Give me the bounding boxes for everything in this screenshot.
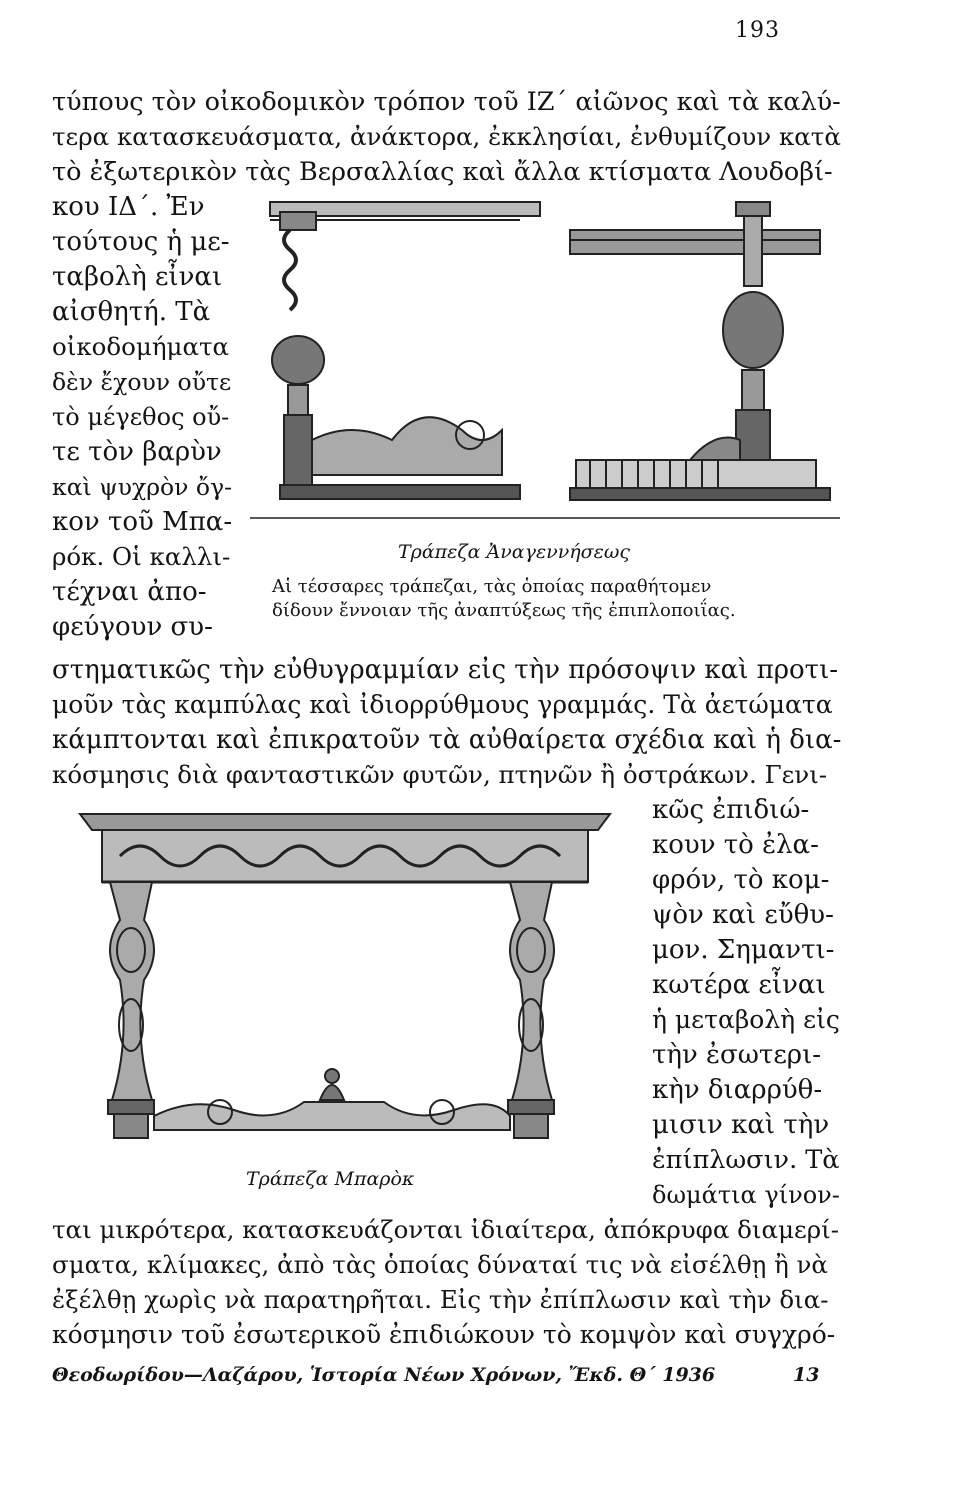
right-col-line-3: φρόν, τὸ κομ-: [652, 865, 830, 895]
body-line-top-2: τερα κατασκευάσματα, ἀνάκτορα, ἐκκλησίαι, ἐνθυμίζουν κατὰ: [52, 122, 841, 151]
left-col-line-8: τε τὸν βαρὺν: [52, 437, 222, 467]
figure-caption-baroque: Τράπεζα Μπαρὸκ: [246, 1168, 415, 1190]
left-col-line-5: οἰκοδομήματα: [52, 332, 230, 361]
body-line-bottom-3: ἐξέλθῃ χωρὶς νὰ παρατηρῆται. Εἰς τὴν ἐπίπλωσιν καὶ τὴν δια-: [52, 1285, 829, 1314]
left-col-line-3: ταβολὴ εἶναι: [52, 262, 223, 292]
figure-note-line-1: Αἱ τέσσαρες τράπεζαι, τὰς ὁποίας παραθήτομεν: [272, 576, 712, 597]
figure-note-line-2: δίδουν ἔννοιαν τῆς ἀναπτύξεως τῆς ἐπιπλοποιΐας.: [272, 600, 736, 621]
left-col-line-9: καὶ ψυχρὸν ὄγ-: [52, 473, 233, 501]
left-col-line-12: τέχναι ἀπο-: [52, 577, 207, 607]
footer-sheet-number: 13: [793, 1364, 820, 1386]
right-col-line-7: ἡ μεταβολὴ εἰς: [652, 1005, 840, 1034]
body-line-mid-1: στηματικῶς τὴν εὐθυγραμμίαν εἰς τὴν πρόσοψιν καὶ προτι-: [52, 655, 839, 685]
left-col-line-6: δὲν ἔχουν οὔτε: [52, 368, 232, 396]
body-line-mid-2: μοῦν τὰς καμπύλας καὶ ἰδιορρύθμους γραμμάς. Τὰ ἀετώματα: [52, 690, 833, 719]
right-col-line-4: ψὸν καὶ εὔθυ-: [652, 900, 834, 930]
left-col-line-11: ρόκ. Οἱ καλλι-: [52, 542, 231, 571]
footer-source: Θεοδωρίδου—Λαζάρου, Ἱστορία Νέων Χρόνων, Ἔκδ. Θ΄ 1936: [52, 1364, 716, 1386]
right-col-line-9: κὴν διαρρύθ-: [652, 1075, 823, 1105]
body-line-mid-3: κάμπτονται καὶ ἐπικρατοῦν τὰ αὐθαίρετα σχέδια καὶ ἡ δια-: [52, 725, 842, 755]
right-col-line-5: μον. Σημαντι-: [652, 935, 835, 965]
left-col-line-1: κου ΙΔ΄. Ἐν: [52, 192, 205, 222]
right-col-line-12: δωμάτια γίνον-: [652, 1181, 840, 1209]
right-col-line-8: τὴν ἐσωτερι-: [652, 1040, 822, 1070]
body-line-mid-4: κόσμησις διὰ φανταστικῶν φυτῶν, πτηνῶν ἢ ὀστράκων. Γενι-: [52, 760, 828, 789]
right-col-line-1: κῶς ἐπιδιώ-: [652, 795, 810, 825]
page-number: 193: [735, 18, 780, 43]
right-col-line-2: κουν τὸ ἐλα-: [652, 830, 819, 860]
body-line-bottom-2: σματα, κλίμακες, ἀπὸ τὰς ὁποίας δύναταί τις νὰ εἰσέλθῃ ἢ νὰ: [52, 1250, 828, 1279]
right-col-line-11: ἐπίπλωσιν. Τὰ: [652, 1145, 840, 1175]
baroque-table-illustration: [70, 800, 620, 1170]
left-col-line-10: κον τοῦ Μπα-: [52, 507, 233, 537]
body-line-bottom-4: κόσμησιν τοῦ ἐσωτερικοῦ ἐπιδιώκουν τὸ κομψὸν καὶ συγχρό-: [52, 1320, 836, 1349]
left-col-line-4: αἰσθητή. Τὰ: [52, 297, 211, 327]
left-col-line-2: τούτους ἡ με-: [52, 227, 230, 257]
body-line-top-3: τὸ ἐξωτερικὸν τὰς Βερσαλλίας καὶ ἄλλα κτίσματα Λουδοβί-: [52, 157, 833, 187]
left-col-line-7: τὸ μέγεθος οὔ-: [52, 403, 230, 431]
left-col-line-13: φεύγουν συ-: [52, 612, 213, 642]
body-line-top-1: τύπους τὸν οἰκοδομικὸν τρόπον τοῦ ΙΖ΄ αἰῶνος καὶ τὰ καλύ-: [52, 87, 841, 117]
body-line-bottom-1: ται μικρότερα, κατασκευάζονται ἰδιαίτερα, ἀπόκρυφα διαμερί-: [52, 1215, 839, 1244]
renaissance-tables-illustration: [250, 190, 840, 530]
figure-caption-renaissance: Τράπεζα Ἀναγεννήσεως: [398, 541, 630, 563]
right-col-line-6: κωτέρα εἶναι: [652, 970, 826, 1000]
right-col-line-10: μισιν καὶ τὴν: [652, 1110, 830, 1140]
